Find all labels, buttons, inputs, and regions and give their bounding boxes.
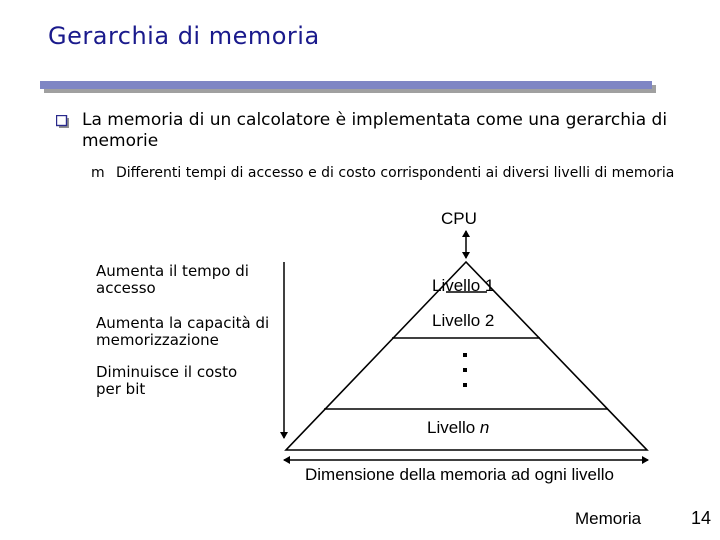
ellipsis-dots-icon xyxy=(463,353,467,387)
cpu-label: CPU xyxy=(441,209,477,228)
bullet-sub: Differenti tempi di accesso e di costo corrispondenti ai diversi livelli di memoria xyxy=(116,165,675,181)
side-label-cost: Diminuisce il costo per bit xyxy=(96,363,238,398)
level1-label: Livello 1 xyxy=(432,276,495,295)
page-number: 14 xyxy=(691,508,712,528)
circle-bullet-icon: m xyxy=(91,165,105,181)
side-label-capacity: Aumenta la capacità di memorizzazione xyxy=(96,314,270,349)
slide-title: Gerarchia di memoria xyxy=(48,22,320,50)
footer-topic: Memoria xyxy=(575,509,642,528)
level2-label: Livello 2 xyxy=(432,311,495,330)
level-n-variable: n xyxy=(479,418,490,437)
memory-size-caption: Dimensione della memoria ad ogni livello xyxy=(305,465,614,484)
level-n-label: Livello n xyxy=(427,418,490,437)
bullet-main: La memoria di un calcolatore è implementata come una gerarchia di memorie xyxy=(82,110,668,151)
side-label-access-time: Aumenta il tempo di accesso xyxy=(96,262,249,297)
